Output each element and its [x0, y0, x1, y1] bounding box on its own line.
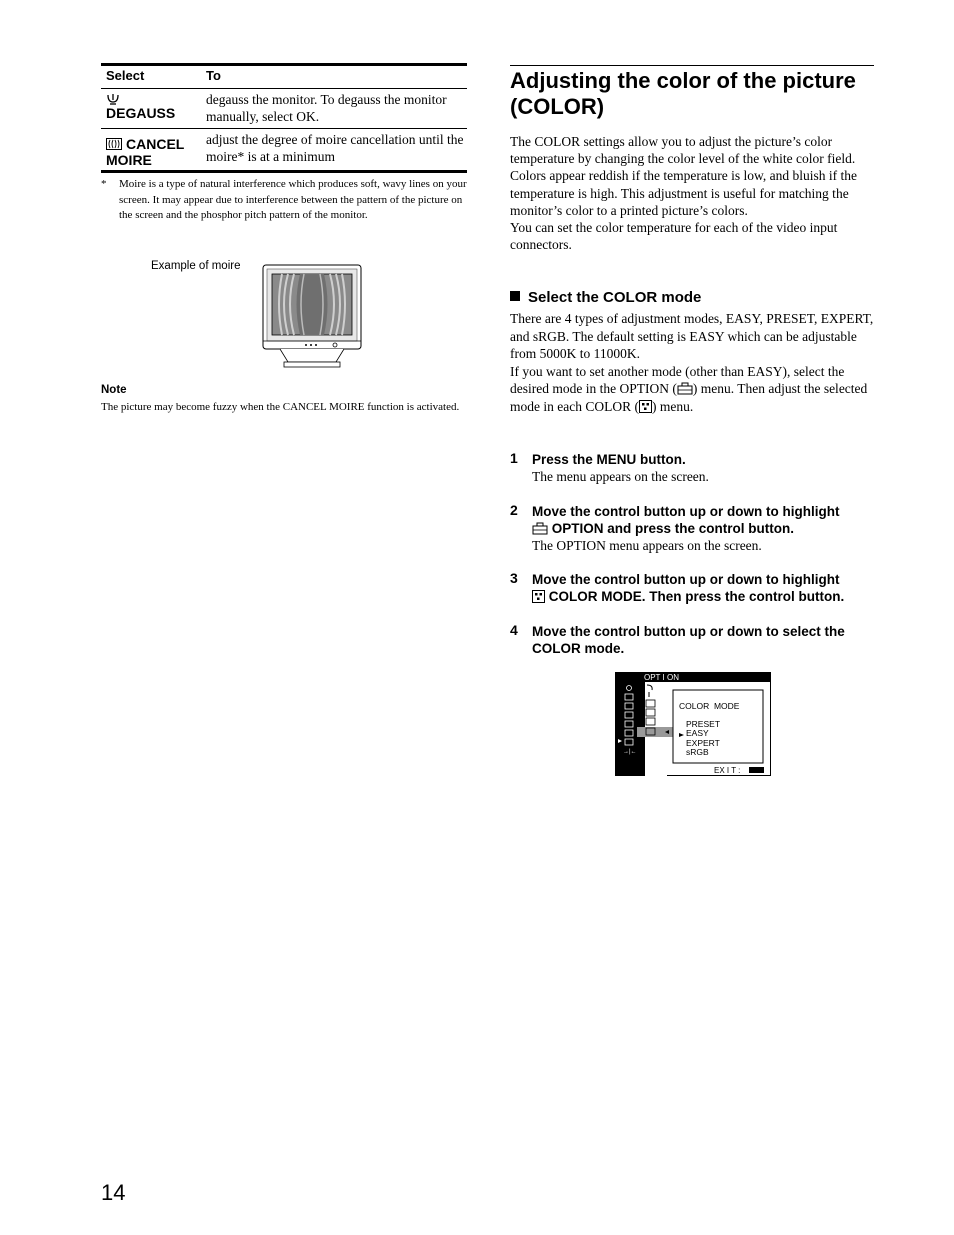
step-2 [510, 502, 874, 558]
section-intro-paragraph-1: The COLOR settings allow you to adjust the picture’s color temperature by changing the color level of the white color field. Colors appear reddish if the temperature is low, and bluish if the temperature is high. This adjustment is useful for matching the monitor’s color to a printed picture’s colors. [510, 134, 858, 218]
table-cell-select [106, 136, 184, 168]
table-cell-to: adjust the degree of moire cancellation until the moire* is at a minimum [206, 132, 464, 164]
degauss-icon [106, 93, 120, 105]
footnote-marker: * [101, 178, 107, 190]
color-icon [532, 590, 545, 603]
step-4 [510, 622, 874, 662]
paragraph-2-part-c: ) menu. [651, 398, 694, 414]
step-1 [510, 450, 874, 490]
osd-title: OPT I ON [644, 673, 679, 682]
section-intro-paragraph-2: You can set the color temperature for each of the video input connectors. [510, 220, 838, 253]
osd-option-expert: EXPERT [686, 738, 720, 748]
moire-monitor-illustration [258, 262, 366, 370]
step-3 [510, 570, 874, 610]
subsection-paragraph-1: There are 4 types of adjustment modes, EASY, PRESET, EXPERT, and sRGB. The default setting is EASY which can be adjustable from 5000K to 11000K. [510, 311, 874, 361]
table-header-to: To [206, 68, 221, 83]
table-header [101, 66, 467, 89]
osd-side-label-icon: →|← [623, 749, 637, 755]
osd-exit-label: EX I T : [714, 766, 741, 775]
step-number: 2 [510, 502, 518, 518]
option-icon [532, 522, 548, 535]
step-instruction-line-1: Move the control button up or down to highlight [532, 572, 840, 587]
table-row [101, 89, 467, 129]
degauss-label: DEGAUSS [106, 105, 176, 121]
step-instruction-line-2: COLOR MODE. Then press the control button. [548, 589, 845, 604]
subsection-title [510, 289, 701, 306]
square-bullet-icon [510, 291, 520, 301]
page-number: 14 [101, 1180, 126, 1205]
paragraph-2-part-a: If you want to set another mode (other than EASY), select the desired mode in the OPTION ( [510, 363, 845, 396]
step-result: The menu appears on the screen. [532, 469, 709, 484]
osd-option-menu [615, 672, 772, 777]
table-cell-select [106, 93, 175, 121]
section-title: Adjusting the color of the picture (COLOR) [510, 68, 856, 119]
menu-button-icon [749, 767, 764, 773]
subsection-paragraph-2 [510, 363, 874, 416]
note-body: The picture may become fuzzy when the CANCEL MOIRE function is activated. [101, 401, 460, 413]
step-result: The OPTION menu appears on the screen. [532, 538, 762, 553]
step-instruction: Move the control button up or down to select the COLOR mode. [532, 624, 845, 656]
subsection-body [510, 310, 874, 415]
cancel-moire-icon [106, 138, 122, 150]
subsection-title-text: Select the COLOR mode [528, 289, 702, 306]
step-number: 3 [510, 570, 518, 586]
step-instruction [532, 571, 874, 605]
step-instruction-line-2: OPTION and press the control button. [551, 521, 795, 536]
section-intro [510, 133, 874, 253]
color-icon [639, 400, 652, 413]
osd-option-easy: EASY [686, 728, 709, 738]
step-number: 4 [510, 622, 518, 638]
osd-panel-heading: COLOR MODE [679, 701, 740, 711]
cancel-moire-label-2: MOIRE [106, 152, 152, 168]
note-heading: Note [101, 384, 127, 396]
step-number: 1 [510, 450, 518, 466]
cancel-moire-label-1: CANCEL [126, 136, 185, 152]
osd-option-srgb: sRGB [686, 747, 709, 757]
option-icon [677, 382, 693, 395]
step-instruction-line-1: Move the control button up or down to highlight [532, 504, 840, 519]
table-cell-to: degauss the monitor. To degauss the monitor manually, select OK. [206, 92, 447, 124]
table-row [101, 129, 467, 173]
footnote-text: Moire is a type of natural interference which produces soft, wavy lines on your screen. It may appear due to interference between the pattern of the picture on the screen and the phosphor pitch pattern of the monitor. [119, 178, 467, 221]
section-top-rule [510, 65, 874, 66]
moire-example-label: Example of moire [151, 260, 241, 272]
step-instruction [532, 503, 874, 537]
paragraph-2-part-b: ) menu. Then adjust the selected mode in each COLOR ( [510, 381, 868, 414]
osd-option-preset: PRESET [686, 719, 721, 729]
step-instruction: Press the MENU button. [532, 452, 686, 467]
table-header-select: Select [106, 68, 145, 83]
